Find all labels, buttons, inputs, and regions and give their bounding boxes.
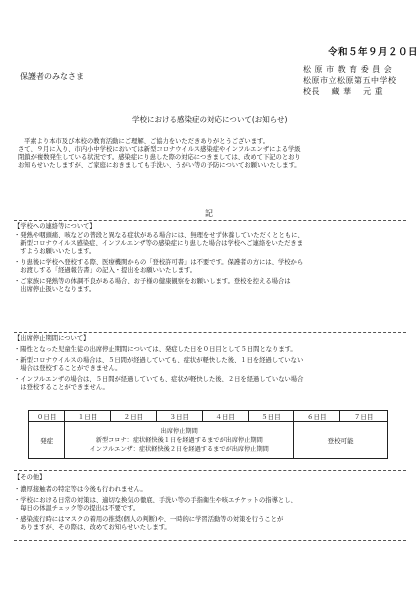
list-item: ・新型コロナウイルスの場合は、５日間が経過していても、症状が軽快した後、１日を経過していない bbox=[14, 357, 304, 364]
list-item: ありますが、その際は、改めてお知らせいたします。 bbox=[14, 524, 171, 531]
day-2: ２日目 bbox=[110, 411, 156, 422]
list-item: ・インフルエンザの場合は、５日間が経過していても、症状が軽快した後、２日を経過していない場合 bbox=[14, 376, 304, 383]
onset-cell: 発症 bbox=[29, 422, 65, 459]
suspension-schedule-table bbox=[28, 410, 388, 459]
table-row bbox=[29, 411, 388, 422]
other-list bbox=[14, 486, 297, 532]
list-item: お渡しする「経過報告書」の記入・提出をお願いいたします。 bbox=[14, 267, 197, 274]
section-divider bbox=[14, 220, 406, 221]
day-0: ０日目 bbox=[29, 411, 65, 422]
list-item: 毎日の体温チェック等の提出は不要です。 bbox=[14, 505, 140, 512]
day-1: １日目 bbox=[65, 411, 111, 422]
recipient: 保護者のみなさま bbox=[20, 72, 84, 81]
table-row bbox=[29, 422, 388, 459]
list-item: は登校することができません。 bbox=[14, 384, 109, 391]
sender-block bbox=[303, 64, 397, 97]
day-7: ７日目 bbox=[340, 411, 388, 422]
intro-line: お知らせいたしますが、ご家庭におきましても手洗い、うがい等の予防についてお願いいたします。 bbox=[18, 162, 301, 169]
other-heading: 【その他】 bbox=[14, 474, 46, 481]
section-divider bbox=[14, 470, 406, 471]
document-title: 学校における感染症の対応について(お知らせ) bbox=[132, 115, 288, 124]
list-item: ・ご家族に発熱等の体調不良がある場合、お子様の健康観察をお願いします。登校を控える場合は bbox=[14, 278, 291, 285]
sender-school: 松原市立松原第五中学校 bbox=[303, 76, 397, 85]
sender-board: 松 原 市 教 育 委 員 会 bbox=[303, 65, 393, 74]
intro-line: 閉鎖が複数発生している状況です。感染症にり患した際の対応につきましては、改めて下記のとおり bbox=[18, 154, 301, 161]
list-item: 新型コロナウイルス感染症、インフルエンザ等の感染症にり患した場合は学校へご連絡をいただきま bbox=[14, 240, 304, 247]
list-item: 場合は登校することができません。 bbox=[14, 365, 122, 372]
suspension-heading: 【出席停止期間について】 bbox=[14, 335, 90, 342]
day-4: ４日目 bbox=[202, 411, 248, 422]
list-item: ・感染流行時にはマスクの着用の推奨(個人の判断)や、一時的に学習活動等の対策を行うことが bbox=[14, 516, 284, 523]
flu-rule: インフルエンザ：症状軽快後２日を経過するまでが出席停止期間 bbox=[89, 445, 269, 453]
list-item: すようお願いいたします。 bbox=[14, 248, 96, 255]
covid-rule: 新型コロナ：症状軽快後１日を経過するまでが出席停止期間 bbox=[95, 436, 263, 444]
suspension-period-cell bbox=[65, 422, 294, 459]
sender-principal: 校長 藏 華 元 重 bbox=[303, 87, 384, 96]
intro-line: さて、９月に入り、市内小中学校においては新型コロナウイルス感染症やインフルエンザによる学級 bbox=[18, 146, 301, 153]
list-item: ・発熱や咽頭痛、咳などの普段と異なる症状がある場合には、無理をせず休養していただくとともに、 bbox=[14, 232, 304, 239]
section-divider bbox=[14, 332, 406, 333]
attend-cell: 登校可能 bbox=[294, 422, 388, 459]
list-item: ・陽性となった児童生徒の出席停止期間については、発症した日を０日目として５日間となります。 bbox=[14, 346, 297, 353]
day-3: ３日目 bbox=[156, 411, 202, 422]
section-divider bbox=[14, 540, 406, 541]
ki-marker: 記 bbox=[205, 209, 213, 218]
day-5: ５日目 bbox=[248, 411, 294, 422]
list-item: 出席停止扱いとなります。 bbox=[14, 286, 96, 293]
list-item: ・り患後に学校へ登校する際、医療機関からの「登校許可書」は不要です。保護者の方には、学校から bbox=[14, 259, 304, 266]
suspension-label: 出席停止期間 bbox=[160, 427, 198, 435]
issue-date: 令和５年９月２０日 bbox=[328, 47, 419, 58]
contact-heading: 【学校への連絡等について】 bbox=[14, 223, 96, 230]
suspension-list bbox=[14, 346, 303, 392]
contact-list bbox=[14, 232, 304, 294]
intro-paragraph bbox=[18, 138, 301, 170]
intro-line: 平素より本市及び本校の教育活動にご理解、ご協力をいただきありがとうございます。 bbox=[24, 138, 270, 145]
list-item: ・学校における日常の対策は、適切な換気の徹底、手洗い等の手指衛生や咳エチケットの指導とし、 bbox=[14, 497, 297, 504]
list-item: ・濃厚接触者の特定等は今後も行われません。 bbox=[14, 486, 147, 493]
day-6: ６日目 bbox=[294, 411, 340, 422]
